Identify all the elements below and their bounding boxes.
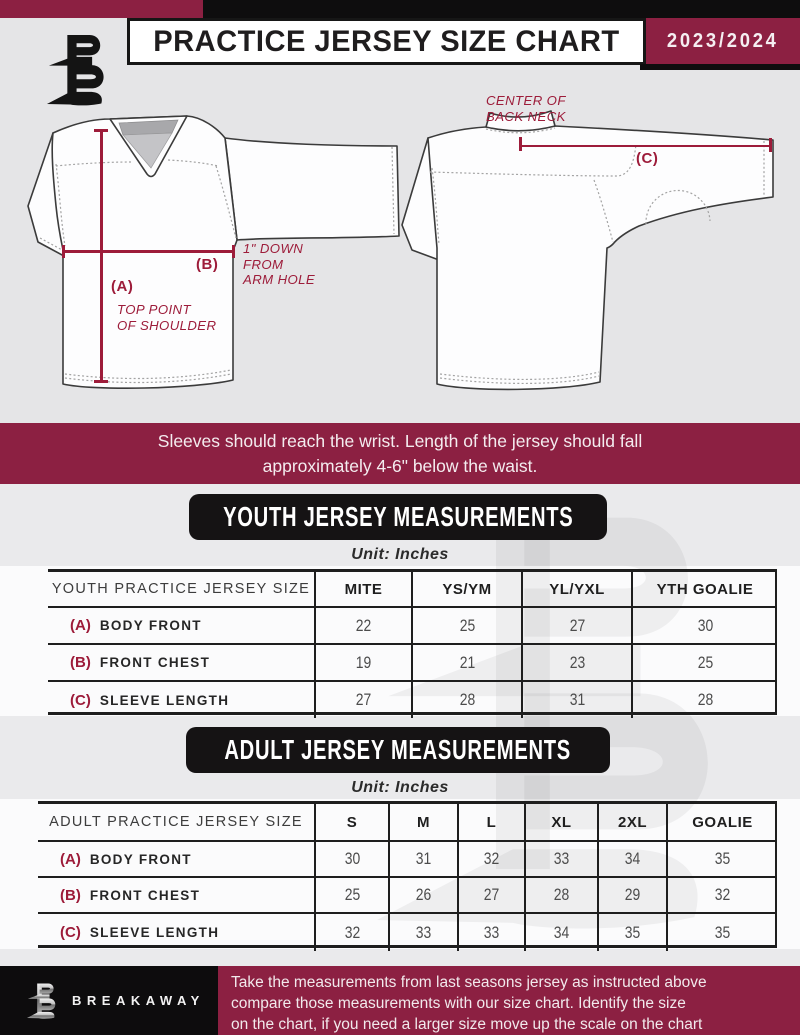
adult-size-table [38, 801, 777, 948]
adult-col-header: M [390, 804, 459, 842]
season-badge [646, 18, 800, 64]
footer-line2: compare those measurements with our size chart. Identify the size [231, 995, 686, 1012]
adult-col-header: S [316, 804, 390, 842]
youth-col-header: YL/YXL [523, 572, 633, 608]
measure-line-b [63, 250, 234, 253]
season-label: 2023/2024 [667, 29, 779, 52]
table-cell: 27 [316, 682, 413, 718]
youth-unit-label: Unit: Inches [351, 546, 449, 563]
label-c-key: (C) [636, 150, 659, 167]
page-title-box [127, 18, 646, 65]
page-title: PRACTICE JERSEY SIZE CHART [153, 24, 620, 58]
back-jersey-diagram [394, 104, 786, 404]
adult-col-header: L [459, 804, 526, 842]
youth-section-heading: YOUTH JERSEY MEASUREMENTS [189, 494, 607, 540]
table-cell: 30 [633, 608, 777, 645]
table-cell: 34 [526, 914, 599, 951]
table-cell: 34 [599, 842, 668, 878]
adult-row-label: (A) BODY FRONT [38, 842, 316, 878]
footer-brand-logo-icon [26, 980, 60, 1021]
table-cell: 19 [316, 645, 413, 682]
table-cell: 32 [316, 914, 390, 951]
footer-brand-name: BREAKAWAY [72, 993, 205, 1008]
table-cell: 33 [459, 914, 526, 951]
label-b-key: (B) [196, 256, 219, 273]
fit-notice-banner [0, 423, 800, 484]
adult-unit-label: Unit: Inches [351, 779, 449, 796]
youth-col-header: YS/YM [413, 572, 523, 608]
table-cell: 25 [316, 878, 390, 914]
table-cell: 32 [668, 878, 777, 914]
table-cell: 27 [523, 608, 633, 645]
measure-line-c-cap-left [519, 137, 522, 151]
table-cell: 25 [413, 608, 523, 645]
footer-instructions [218, 966, 800, 1035]
footer-line1: Take the measurements from last seasons jersey as instructed above [231, 974, 707, 991]
table-cell: 23 [523, 645, 633, 682]
youth-row-label: (C) SLEEVE LENGTH [48, 682, 316, 718]
label-a-note: TOP POINT OF SHOULDER [117, 302, 217, 333]
table-cell: 35 [714, 922, 731, 942]
table-cell: 32 [459, 842, 526, 878]
youth-col-header: MITE [316, 572, 413, 608]
table-cell: 28 [526, 878, 599, 914]
header-black-bar [203, 0, 800, 19]
youth-row-label: (B) FRONT CHEST [48, 645, 316, 682]
table-cell: 33 [526, 842, 599, 878]
table-cell: 21 [413, 645, 523, 682]
table-cell: 22 [316, 608, 413, 645]
fit-notice-line2: approximately 4-6" below the waist. [262, 455, 538, 476]
adult-col-header: GOALIE [668, 804, 777, 842]
table-cell: 25 [633, 645, 777, 682]
measure-line-a-cap-bottom [94, 380, 108, 383]
adult-col-header: 2XL [599, 804, 668, 842]
adult-row-label: (C) SLEEVE LENGTH [38, 914, 316, 951]
header-underline [640, 64, 800, 70]
footer-line3: on the chart, if you need a larger size move up the scale on the chart [231, 1016, 703, 1033]
table-cell: 33 [390, 914, 459, 951]
adult-col-header: XL [526, 804, 599, 842]
label-c-note: CENTER OF BACK NECK [486, 93, 566, 124]
label-b-note: 1" DOWN FROM ARM HOLE [243, 241, 316, 287]
table-cell: 31 [390, 842, 459, 878]
measure-line-c [520, 145, 771, 148]
youth-row-label: (A) BODY FRONT [48, 608, 316, 645]
table-cell: 26 [390, 878, 459, 914]
table-cell: 35 [599, 914, 668, 951]
measure-line-b-cap-right [232, 245, 235, 258]
brand-logo-icon [45, 28, 113, 110]
header-maroon-chip [0, 0, 203, 18]
measure-line-a [100, 130, 103, 382]
table-cell: 35 [668, 842, 777, 878]
table-cell: 28 [413, 682, 523, 718]
table-cell: 31 [523, 682, 633, 718]
table-cell: 27 [459, 878, 526, 914]
youth-size-table [48, 569, 777, 715]
adult-section-heading: ADULT JERSEY MEASUREMENTS [186, 727, 610, 773]
measure-line-b-cap-left [62, 245, 65, 258]
youth-col-header-label: YOUTH PRACTICE JERSEY SIZE [48, 572, 316, 608]
table-cell: 28 [697, 690, 713, 709]
footer-brand-panel [0, 966, 218, 1035]
table-cell: 29 [599, 878, 668, 914]
fit-notice-line1: Sleeves should reach the wrist. Length of the jersey should fall [157, 430, 643, 451]
label-a-key: (A) [111, 278, 134, 295]
youth-col-header: YTH GOALIE [633, 572, 777, 608]
adult-row-label: (B) FRONT CHEST [38, 878, 316, 914]
measure-line-a-cap-top [94, 129, 108, 132]
measure-line-c-cap-right [769, 138, 772, 152]
table-cell: 30 [316, 842, 390, 878]
adult-col-header-label: ADULT PRACTICE JERSEY SIZE [38, 804, 316, 842]
